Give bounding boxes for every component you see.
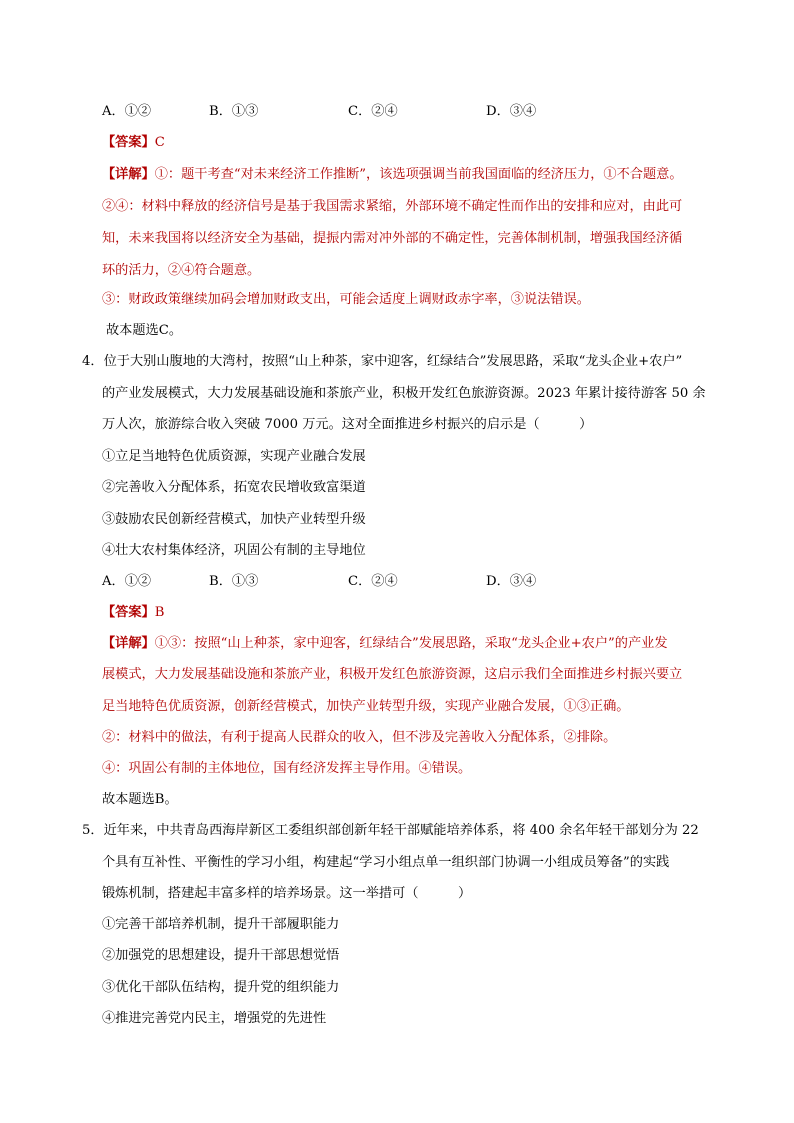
q4-stem-line-3: 万人次，旅游综合收入突破 7000 万元。这对全面推进乡村振兴的启示是（ ） — [102, 417, 593, 432]
q4-choice-3: ③鼓励农民创新经营模式，加快产业转型升级 — [102, 512, 366, 527]
q3-conclusion: 故本题选C。 — [106, 323, 183, 338]
q4-detail-line-1: 【详解】①③：按照“山上种茶，家中迎客，红绿结合”发展思路，采取“龙头企业+农户”的产业发 — [102, 636, 668, 651]
q4-option-b: B．①③ — [209, 574, 259, 589]
q5-choice-3: ③优化干部队伍结构，提升党的组织能力 — [102, 980, 340, 995]
q4-detail-line-5: ④：巩固公有制的主体地位，国有经济发挥主导作用。④错误。 — [102, 761, 472, 776]
q3-detail-line-3: 知，未来我国将以经济安全为基础，提振内需对冲外部的不确定性，完善体制机制，增强我国经济循 — [102, 231, 683, 246]
q4-option-a: A．①② — [102, 574, 152, 589]
answer-value: B — [154, 605, 165, 620]
q4-conclusion: 故本题选B。 — [102, 792, 178, 807]
q4-stem-line-1: 4．位于大别山腹地的大湾村，按照“山上种茶，家中迎客，红绿结合”发展思路，采取“龙头企业+农户” — [82, 354, 683, 369]
q4-stem-line-2: 的产业发展模式，大力发展基础设施和茶旅产业，积极开发红色旅游资源。2023 年累计接待游客 50 余 — [102, 386, 706, 401]
q3-option-b: B．①③ — [209, 104, 259, 119]
q4-detail-line-2: 展模式，大力发展基础设施和茶旅产业，积极开发红色旅游资源，这启示我们全面推进乡村振兴要立 — [102, 667, 683, 682]
q5-choice-1: ①完善干部培养机制，提升干部履职能力 — [102, 917, 340, 932]
q3-detail-line-4: 环的活力，②④符合题意。 — [102, 263, 261, 278]
q3-option-c: C．②④ — [348, 104, 398, 119]
detail-tag: 【详解】 — [102, 167, 155, 182]
answer-tag: 【答案】 — [102, 135, 155, 150]
q3-answer — [102, 133, 165, 153]
q3-detail-line-5: ③：财政政策继续加码会增加财政支出，可能会适度上调财政赤字率，③说法错误。 — [102, 292, 590, 307]
q5-choice-4: ④推进完善党内民主，增强党的先进性 — [102, 1011, 327, 1026]
q3-option-d: D．③④ — [486, 104, 537, 119]
q4-choice-2: ②完善收入分配体系，拓宽农民增收致富渠道 — [102, 480, 366, 495]
q5-choice-2: ②加强党的思想建设，提升干部思想觉悟 — [102, 948, 340, 963]
q5-stem-line-1: 5．近年来，中共青岛西海岸新区工委组织部创新年轻干部赋能培养体系，将 400 余名年轻干部划分为 22 — [82, 823, 699, 838]
q5-stem-line-2: 个具有互补性、平衡性的学习小组，构建起“学习小组点单一组织部门协调一小组成员筹备”的实践 — [102, 855, 670, 870]
detail-tag: 【详解】 — [102, 636, 155, 651]
q3-detail-line-1: 【详解】①：题干考查“对未来经济工作推断”，该选项强调当前我国面临的经济压力，①不合题意。 — [102, 167, 683, 182]
q4-choice-4: ④壮大农村集体经济，巩固公有制的主导地位 — [102, 543, 366, 558]
q4-answer — [102, 603, 164, 623]
q4-choice-1: ①立足当地特色优质资源，实现产业融合发展 — [102, 449, 366, 464]
answer-tag: 【答案】 — [102, 605, 155, 620]
q4-detail-line-4: ②：材料中的做法，有利于提高人民群众的收入，但不涉及完善收入分配体系，②排除。 — [102, 730, 617, 745]
q4-detail-line-3: 足当地特色优质资源，创新经营模式，加快产业转型升级，实现产业融合发展，①③正确。 — [102, 699, 630, 714]
q3-detail-line-2: ②④：材料中释放的经济信号是基于我国需求紧缩，外部环境不确定性而作出的安排和应对，由此可 — [102, 199, 683, 214]
q4-option-d: D．③④ — [486, 574, 537, 589]
q5-stem-line-3: 锻炼机制，搭建起丰富多样的培养场景。这一举措可（ ） — [102, 886, 472, 901]
q3-option-a: A．①② — [102, 104, 152, 119]
answer-value: C — [154, 135, 165, 150]
q4-option-c: C．②④ — [348, 574, 398, 589]
